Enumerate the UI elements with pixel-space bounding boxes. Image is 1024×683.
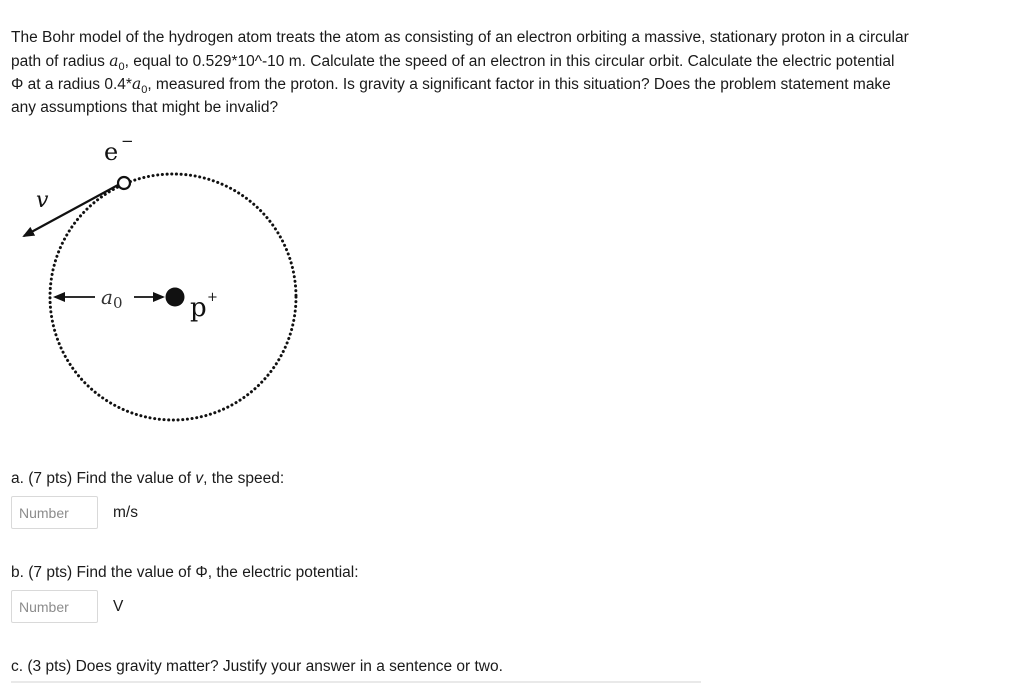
radius-subscript-2: 0 bbox=[141, 84, 148, 97]
potential-answer-input[interactable] bbox=[11, 590, 98, 623]
problem-line-3-rest: , measured from the proton. Is gravity a significant factor in this situation? Does the problem statement make bbox=[147, 76, 891, 94]
part-a-prompt-text: a. (7 pts) Find the value of bbox=[11, 470, 196, 487]
radius-symbol-2: a bbox=[131, 75, 142, 94]
speed-variable: v bbox=[195, 470, 204, 487]
radius-symbol: a bbox=[109, 51, 119, 70]
proton-charge: + bbox=[207, 290, 218, 305]
problem-statement bbox=[11, 27, 1011, 119]
electron-label: e bbox=[104, 138, 119, 166]
radius-label: $a_0$ bbox=[101, 285, 123, 312]
potential-unit: V bbox=[113, 598, 124, 615]
electron-marker bbox=[118, 177, 130, 189]
proton-label: p bbox=[190, 293, 207, 323]
radius-subscript: 0 bbox=[118, 60, 125, 73]
speed-answer-input[interactable] bbox=[11, 496, 98, 529]
bohr-model-diagram bbox=[0, 130, 330, 430]
electron-charge: − bbox=[121, 132, 134, 150]
part-b-prompt: b. (7 pts) Find the value of Φ, the electric potential: bbox=[11, 564, 359, 581]
part-a-prompt bbox=[11, 470, 284, 488]
speed-unit: m/s bbox=[113, 504, 138, 521]
problem-line-2-rest: , equal to 0.529*10^-10 m. Calculate the speed of an electron in this circular orbit. Calculate the electric potential bbox=[124, 52, 895, 70]
part-a-prompt-tail: , the speed: bbox=[203, 470, 285, 487]
problem-line-2: path of radius bbox=[11, 52, 110, 70]
problem-line-4: any assumptions that might be invalid? bbox=[11, 98, 279, 116]
velocity-label: v bbox=[36, 188, 49, 213]
problem-line-3: Φ at a radius 0.4* bbox=[11, 76, 132, 94]
part-c-prompt: c. (3 pts) Does gravity matter? Justify your answer in a sentence or two. bbox=[11, 658, 503, 675]
proton-marker bbox=[166, 288, 185, 307]
problem-line-1: The Bohr model of the hydrogen atom treats the atom as consisting of an electron orbiting a massive, stationary proton in a circular bbox=[11, 29, 909, 46]
